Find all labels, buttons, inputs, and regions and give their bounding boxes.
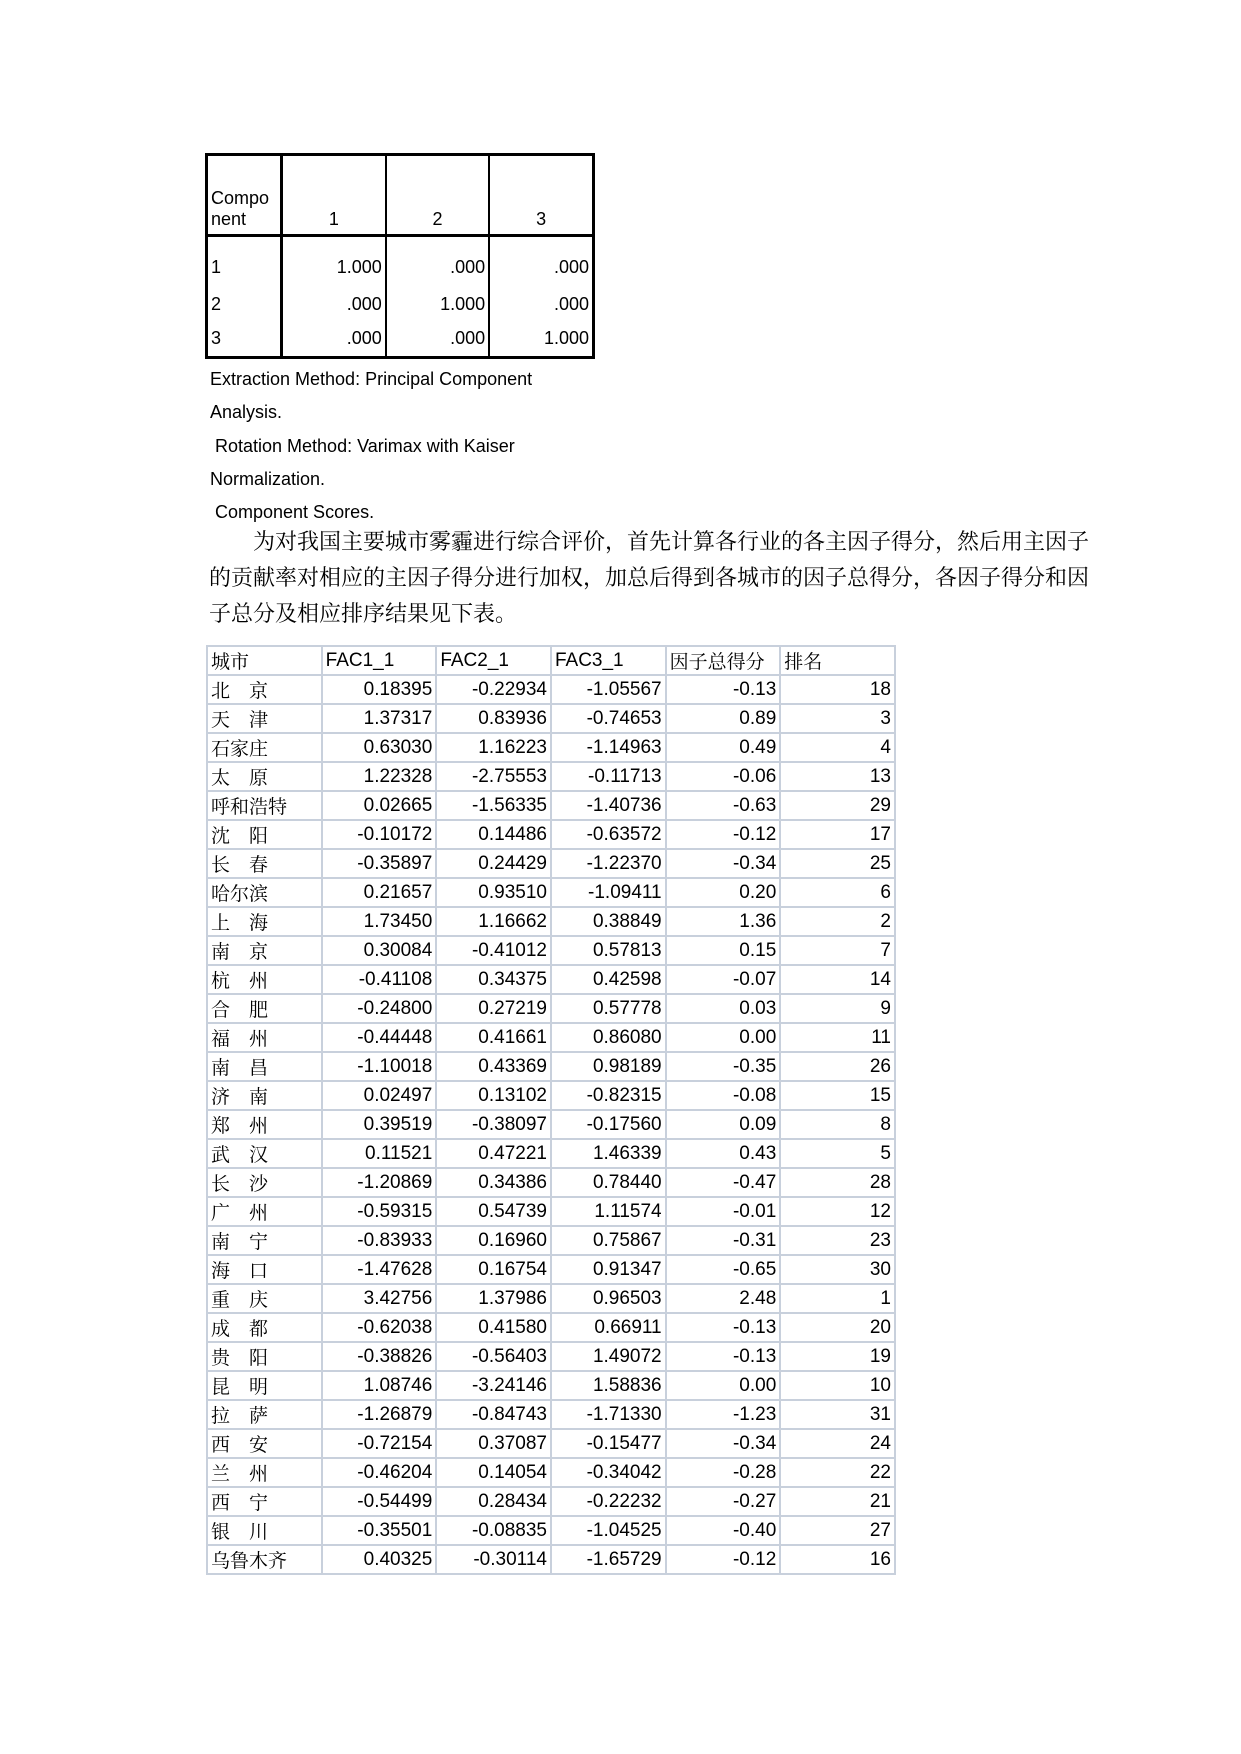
- total-score-cell: -0.12: [666, 820, 781, 849]
- header-rank: 排名: [780, 646, 895, 675]
- total-score-cell: -0.13: [666, 675, 781, 704]
- corner-line-1: Compo: [211, 188, 270, 208]
- fac1-cell: -0.38826: [322, 1342, 437, 1371]
- fac3-cell: -0.22232: [551, 1487, 666, 1516]
- table-row: [207, 1139, 895, 1168]
- city-cell: 拉 萨: [207, 1400, 322, 1429]
- table-row: [207, 675, 895, 704]
- fac1-cell: 3.42756: [322, 1284, 437, 1313]
- rank-cell: 21: [780, 1487, 895, 1516]
- fac2-cell: -3.24146: [436, 1371, 551, 1400]
- total-score-cell: 0.43: [666, 1139, 781, 1168]
- rank-cell: 19: [780, 1342, 895, 1371]
- fac1-cell: -0.59315: [322, 1197, 437, 1226]
- fac3-cell: -0.34042: [551, 1458, 666, 1487]
- note-extraction-method: Extraction Method: Principal Component: [210, 369, 533, 389]
- city-cell: 天 津: [207, 704, 322, 733]
- total-score-cell: -0.13: [666, 1313, 781, 1342]
- corner-line-2: nent: [211, 209, 247, 229]
- fac3-cell: -0.17560: [551, 1110, 666, 1139]
- rank-cell: 29: [780, 791, 895, 820]
- fac1-cell: -0.54499: [322, 1487, 437, 1516]
- table-row: [207, 1371, 895, 1400]
- fac1-cell: -1.47628: [322, 1255, 437, 1284]
- city-cell: 贵 阳: [207, 1342, 322, 1371]
- rank-cell: 23: [780, 1226, 895, 1255]
- scores-body: [207, 675, 895, 1574]
- city-cell: 南 昌: [207, 1052, 322, 1081]
- table-row: [207, 1110, 895, 1139]
- matrix-corner-label: [207, 155, 282, 236]
- matrix-row: [207, 236, 594, 288]
- rank-cell: 24: [780, 1429, 895, 1458]
- fac1-cell: -0.62038: [322, 1313, 437, 1342]
- rank-cell: 14: [780, 965, 895, 994]
- table-row: [207, 704, 895, 733]
- fac1-cell: -0.35501: [322, 1516, 437, 1545]
- fac1-cell: -0.44448: [322, 1023, 437, 1052]
- total-score-cell: 0.00: [666, 1023, 781, 1052]
- total-score-cell: -0.35: [666, 1052, 781, 1081]
- component-transformation-matrix: [205, 153, 595, 359]
- header-fac2: FAC2_1: [436, 646, 551, 675]
- fac2-cell: 0.16960: [436, 1226, 551, 1255]
- rank-cell: 6: [780, 878, 895, 907]
- fac3-cell: -1.65729: [551, 1545, 666, 1574]
- city-cell: 北 京: [207, 675, 322, 704]
- fac2-cell: 1.37986: [436, 1284, 551, 1313]
- total-score-cell: 0.89: [666, 704, 781, 733]
- rank-cell: 22: [780, 1458, 895, 1487]
- fac1-cell: 0.30084: [322, 936, 437, 965]
- fac1-cell: -1.26879: [322, 1400, 437, 1429]
- fac1-cell: -0.41108: [322, 965, 437, 994]
- total-score-cell: 0.20: [666, 878, 781, 907]
- fac2-cell: 0.47221: [436, 1139, 551, 1168]
- table-row: [207, 1429, 895, 1458]
- fac2-cell: 0.54739: [436, 1197, 551, 1226]
- matrix-cell: .000: [553, 256, 589, 277]
- fac3-cell: -1.09411: [551, 878, 666, 907]
- fac1-cell: 1.73450: [322, 907, 437, 936]
- fac1-cell: -0.24800: [322, 994, 437, 1023]
- fac3-cell: 0.42598: [551, 965, 666, 994]
- fac1-cell: -0.83933: [322, 1226, 437, 1255]
- fac3-cell: 0.98189: [551, 1052, 666, 1081]
- rank-cell: 26: [780, 1052, 895, 1081]
- fac2-cell: -2.75553: [436, 762, 551, 791]
- city-cell: 广 州: [207, 1197, 322, 1226]
- fac3-cell: -0.74653: [551, 704, 666, 733]
- rank-cell: 5: [780, 1139, 895, 1168]
- rank-cell: 25: [780, 849, 895, 878]
- fac3-cell: -1.14963: [551, 733, 666, 762]
- fac2-cell: -1.56335: [436, 791, 551, 820]
- fac1-cell: -0.10172: [322, 820, 437, 849]
- total-score-cell: 0.00: [666, 1371, 781, 1400]
- fac1-cell: 0.21657: [322, 878, 437, 907]
- fac2-cell: -0.38097: [436, 1110, 551, 1139]
- table-row: [207, 994, 895, 1023]
- table-row: [207, 1545, 895, 1574]
- fac2-cell: 0.14486: [436, 820, 551, 849]
- matrix-cell: .000: [282, 321, 386, 357]
- fac3-cell: -1.04525: [551, 1516, 666, 1545]
- rank-cell: 1: [780, 1284, 895, 1313]
- fac2-cell: 0.13102: [436, 1081, 551, 1110]
- matrix-cell: .000: [553, 294, 589, 314]
- city-cell: 银 川: [207, 1516, 322, 1545]
- body-paragraph: [209, 525, 1109, 633]
- city-cell: 太 原: [207, 762, 322, 791]
- total-score-cell: -0.40: [666, 1516, 781, 1545]
- rank-cell: 10: [780, 1371, 895, 1400]
- fac1-cell: -0.72154: [322, 1429, 437, 1458]
- note-rotation-method: Rotation Method: Varimax with Kaiser: [210, 436, 515, 456]
- fac3-cell: 1.58836: [551, 1371, 666, 1400]
- city-cell: 石家庄: [207, 733, 322, 762]
- fac3-cell: -1.22370: [551, 849, 666, 878]
- city-cell: 合 肥: [207, 994, 322, 1023]
- table-row: [207, 1052, 895, 1081]
- header-city: 城市: [207, 646, 322, 675]
- total-score-cell: -0.13: [666, 1342, 781, 1371]
- fac3-cell: -1.05567: [551, 675, 666, 704]
- note-component-scores: Component Scores.: [210, 502, 375, 522]
- fac2-cell: -0.30114: [436, 1545, 551, 1574]
- table-row: [207, 878, 895, 907]
- fac3-cell: 0.75867: [551, 1226, 666, 1255]
- fac3-cell: 0.86080: [551, 1023, 666, 1052]
- fac1-cell: 0.18395: [322, 675, 437, 704]
- total-score-cell: -0.07: [666, 965, 781, 994]
- fac1-cell: 1.08746: [322, 1371, 437, 1400]
- fac3-cell: 0.66911: [551, 1313, 666, 1342]
- fac2-cell: -0.08835: [436, 1516, 551, 1545]
- city-cell: 南 宁: [207, 1226, 322, 1255]
- matrix-cell: .000: [386, 321, 489, 357]
- fac1-cell: -1.20869: [322, 1168, 437, 1197]
- city-cell: 西 宁: [207, 1487, 322, 1516]
- fac3-cell: 0.57778: [551, 994, 666, 1023]
- matrix-row-label: 2: [207, 288, 282, 322]
- fac2-cell: 0.34375: [436, 965, 551, 994]
- fac2-cell: 0.28434: [436, 1487, 551, 1516]
- header-fac3: FAC3_1: [551, 646, 666, 675]
- matrix-row-label: 1: [207, 236, 282, 288]
- fac2-cell: 0.24429: [436, 849, 551, 878]
- rank-cell: 13: [780, 762, 895, 791]
- total-score-cell: -0.08: [666, 1081, 781, 1110]
- fac3-cell: -1.71330: [551, 1400, 666, 1429]
- fac2-cell: 0.93510: [436, 878, 551, 907]
- matrix-cell: .000: [282, 288, 386, 322]
- fac3-cell: 1.11574: [551, 1197, 666, 1226]
- fac2-cell: 0.27219: [436, 994, 551, 1023]
- fac1-cell: -1.10018: [322, 1052, 437, 1081]
- total-score-cell: -0.31: [666, 1226, 781, 1255]
- table-row: [207, 1342, 895, 1371]
- total-score-cell: -0.65: [666, 1255, 781, 1284]
- fac2-cell: -0.22934: [436, 675, 551, 704]
- fac1-cell: 1.22328: [322, 762, 437, 791]
- total-score-cell: -0.12: [666, 1545, 781, 1574]
- table-row: [207, 1197, 895, 1226]
- table-row: [207, 1516, 895, 1545]
- rank-cell: 7: [780, 936, 895, 965]
- fac1-cell: 0.02665: [322, 791, 437, 820]
- matrix-row-label: 3: [207, 321, 282, 357]
- matrix-row: [207, 288, 594, 322]
- table-row: [207, 936, 895, 965]
- header-total-score: 因子总得分: [666, 646, 781, 675]
- table-row: [207, 1255, 895, 1284]
- total-score-cell: -0.34: [666, 1429, 781, 1458]
- fac2-cell: 0.83936: [436, 704, 551, 733]
- city-cell: 长 沙: [207, 1168, 322, 1197]
- total-score-cell: -0.01: [666, 1197, 781, 1226]
- fac2-cell: 0.41580: [436, 1313, 551, 1342]
- rank-cell: 4: [780, 733, 895, 762]
- city-cell: 海 口: [207, 1255, 322, 1284]
- table-row: [207, 762, 895, 791]
- rank-cell: 27: [780, 1516, 895, 1545]
- city-cell: 成 都: [207, 1313, 322, 1342]
- city-cell: 西 安: [207, 1429, 322, 1458]
- fac3-cell: 1.49072: [551, 1342, 666, 1371]
- city-cell: 呼和浩特: [207, 791, 322, 820]
- fac1-cell: 0.02497: [322, 1081, 437, 1110]
- fac3-cell: 0.78440: [551, 1168, 666, 1197]
- table-row: [207, 1487, 895, 1516]
- total-score-cell: 0.15: [666, 936, 781, 965]
- fac2-cell: 1.16223: [436, 733, 551, 762]
- fac1-cell: -0.46204: [322, 1458, 437, 1487]
- total-score-cell: -0.28: [666, 1458, 781, 1487]
- table-row: [207, 849, 895, 878]
- rank-cell: 12: [780, 1197, 895, 1226]
- fac1-cell: -0.35897: [322, 849, 437, 878]
- factor-scores-table: [206, 645, 896, 1575]
- city-cell: 济 南: [207, 1081, 322, 1110]
- matrix-row: [207, 321, 594, 357]
- total-score-cell: 2.48: [666, 1284, 781, 1313]
- table-row: [207, 1168, 895, 1197]
- table-row: [207, 791, 895, 820]
- rank-cell: 2: [780, 907, 895, 936]
- city-cell: 长 春: [207, 849, 322, 878]
- total-score-cell: -0.27: [666, 1487, 781, 1516]
- total-score-cell: -0.63: [666, 791, 781, 820]
- matrix-cell: 1.000: [386, 288, 489, 322]
- rank-cell: 30: [780, 1255, 895, 1284]
- rank-cell: 8: [780, 1110, 895, 1139]
- table-row: [207, 965, 895, 994]
- city-cell: 哈尔滨: [207, 878, 322, 907]
- fac3-cell: 0.96503: [551, 1284, 666, 1313]
- total-score-cell: 1.36: [666, 907, 781, 936]
- matrix-header-row: [207, 155, 594, 236]
- total-score-cell: 0.49: [666, 733, 781, 762]
- fac3-cell: 0.57813: [551, 936, 666, 965]
- rank-cell: 17: [780, 820, 895, 849]
- city-cell: 上 海: [207, 907, 322, 936]
- city-cell: 武 汉: [207, 1139, 322, 1168]
- table-row: [207, 1081, 895, 1110]
- city-cell: 乌鲁木齐: [207, 1545, 322, 1574]
- city-cell: 昆 明: [207, 1371, 322, 1400]
- scores-header-row: [207, 646, 895, 675]
- rank-cell: 11: [780, 1023, 895, 1052]
- total-score-cell: -0.34: [666, 849, 781, 878]
- city-cell: 福 州: [207, 1023, 322, 1052]
- table-row: [207, 1313, 895, 1342]
- fac3-cell: 1.46339: [551, 1139, 666, 1168]
- fac2-cell: 0.14054: [436, 1458, 551, 1487]
- table-row: [207, 820, 895, 849]
- matrix-col-header: 1: [282, 155, 386, 236]
- fac1-cell: 1.37317: [322, 704, 437, 733]
- matrix-cell: .000: [386, 236, 489, 288]
- matrix-col-header: 2: [386, 155, 489, 236]
- city-cell: 沈 阳: [207, 820, 322, 849]
- paragraph-text: 为对我国主要城市雾霾进行综合评价，首先计算各行业的各主因子得分，然后用主因子的贡献率对相应的主因子得分进行加权，加总后得到各城市的因子总得分，各因子得分和因子总分及相应排序结果见下表。: [209, 530, 1090, 627]
- fac2-cell: -0.56403: [436, 1342, 551, 1371]
- fac2-cell: -0.84743: [436, 1400, 551, 1429]
- fac2-cell: 1.16662: [436, 907, 551, 936]
- matrix-cell: 1.000: [543, 328, 589, 349]
- fac3-cell: -0.82315: [551, 1081, 666, 1110]
- rank-cell: 15: [780, 1081, 895, 1110]
- table-row: [207, 1023, 895, 1052]
- fac1-cell: 0.40325: [322, 1545, 437, 1574]
- fac3-cell: -1.40736: [551, 791, 666, 820]
- fac2-cell: 0.16754: [436, 1255, 551, 1284]
- table-row: [207, 1458, 895, 1487]
- table-row: [207, 1284, 895, 1313]
- rank-cell: 20: [780, 1313, 895, 1342]
- city-cell: 郑 州: [207, 1110, 322, 1139]
- fac2-cell: 0.34386: [436, 1168, 551, 1197]
- city-cell: 重 庆: [207, 1284, 322, 1313]
- fac3-cell: 0.38849: [551, 907, 666, 936]
- rank-cell: 18: [780, 675, 895, 704]
- rank-cell: 16: [780, 1545, 895, 1574]
- total-score-cell: -0.47: [666, 1168, 781, 1197]
- city-cell: 兰 州: [207, 1458, 322, 1487]
- fac3-cell: -0.15477: [551, 1429, 666, 1458]
- rank-cell: 28: [780, 1168, 895, 1197]
- table-row: [207, 733, 895, 762]
- fac2-cell: 0.41661: [436, 1023, 551, 1052]
- fac2-cell: 0.37087: [436, 1429, 551, 1458]
- table-row: [207, 1226, 895, 1255]
- matrix-cell: 1.000: [282, 236, 386, 288]
- fac1-cell: 0.39519: [322, 1110, 437, 1139]
- header-fac1: FAC1_1: [322, 646, 437, 675]
- total-score-cell: 0.03: [666, 994, 781, 1023]
- rank-cell: 9: [780, 994, 895, 1023]
- table-row: [207, 1400, 895, 1429]
- total-score-cell: 0.09: [666, 1110, 781, 1139]
- note-normalization: Normalization.: [210, 469, 326, 489]
- fac2-cell: 0.43369: [436, 1052, 551, 1081]
- total-score-cell: -1.23: [666, 1400, 781, 1429]
- fac3-cell: -0.63572: [551, 820, 666, 849]
- city-cell: 杭 州: [207, 965, 322, 994]
- rank-cell: 31: [780, 1400, 895, 1429]
- fac2-cell: -0.41012: [436, 936, 551, 965]
- matrix-col-header: 3: [489, 155, 593, 236]
- total-score-cell: -0.06: [666, 762, 781, 791]
- table-row: [207, 907, 895, 936]
- city-cell: 南 京: [207, 936, 322, 965]
- rank-cell: 3: [780, 704, 895, 733]
- fac3-cell: -0.11713: [551, 762, 666, 791]
- fac1-cell: 0.11521: [322, 1139, 437, 1168]
- fac1-cell: 0.63030: [322, 733, 437, 762]
- note-analysis: Analysis.: [210, 402, 283, 422]
- fac3-cell: 0.91347: [551, 1255, 666, 1284]
